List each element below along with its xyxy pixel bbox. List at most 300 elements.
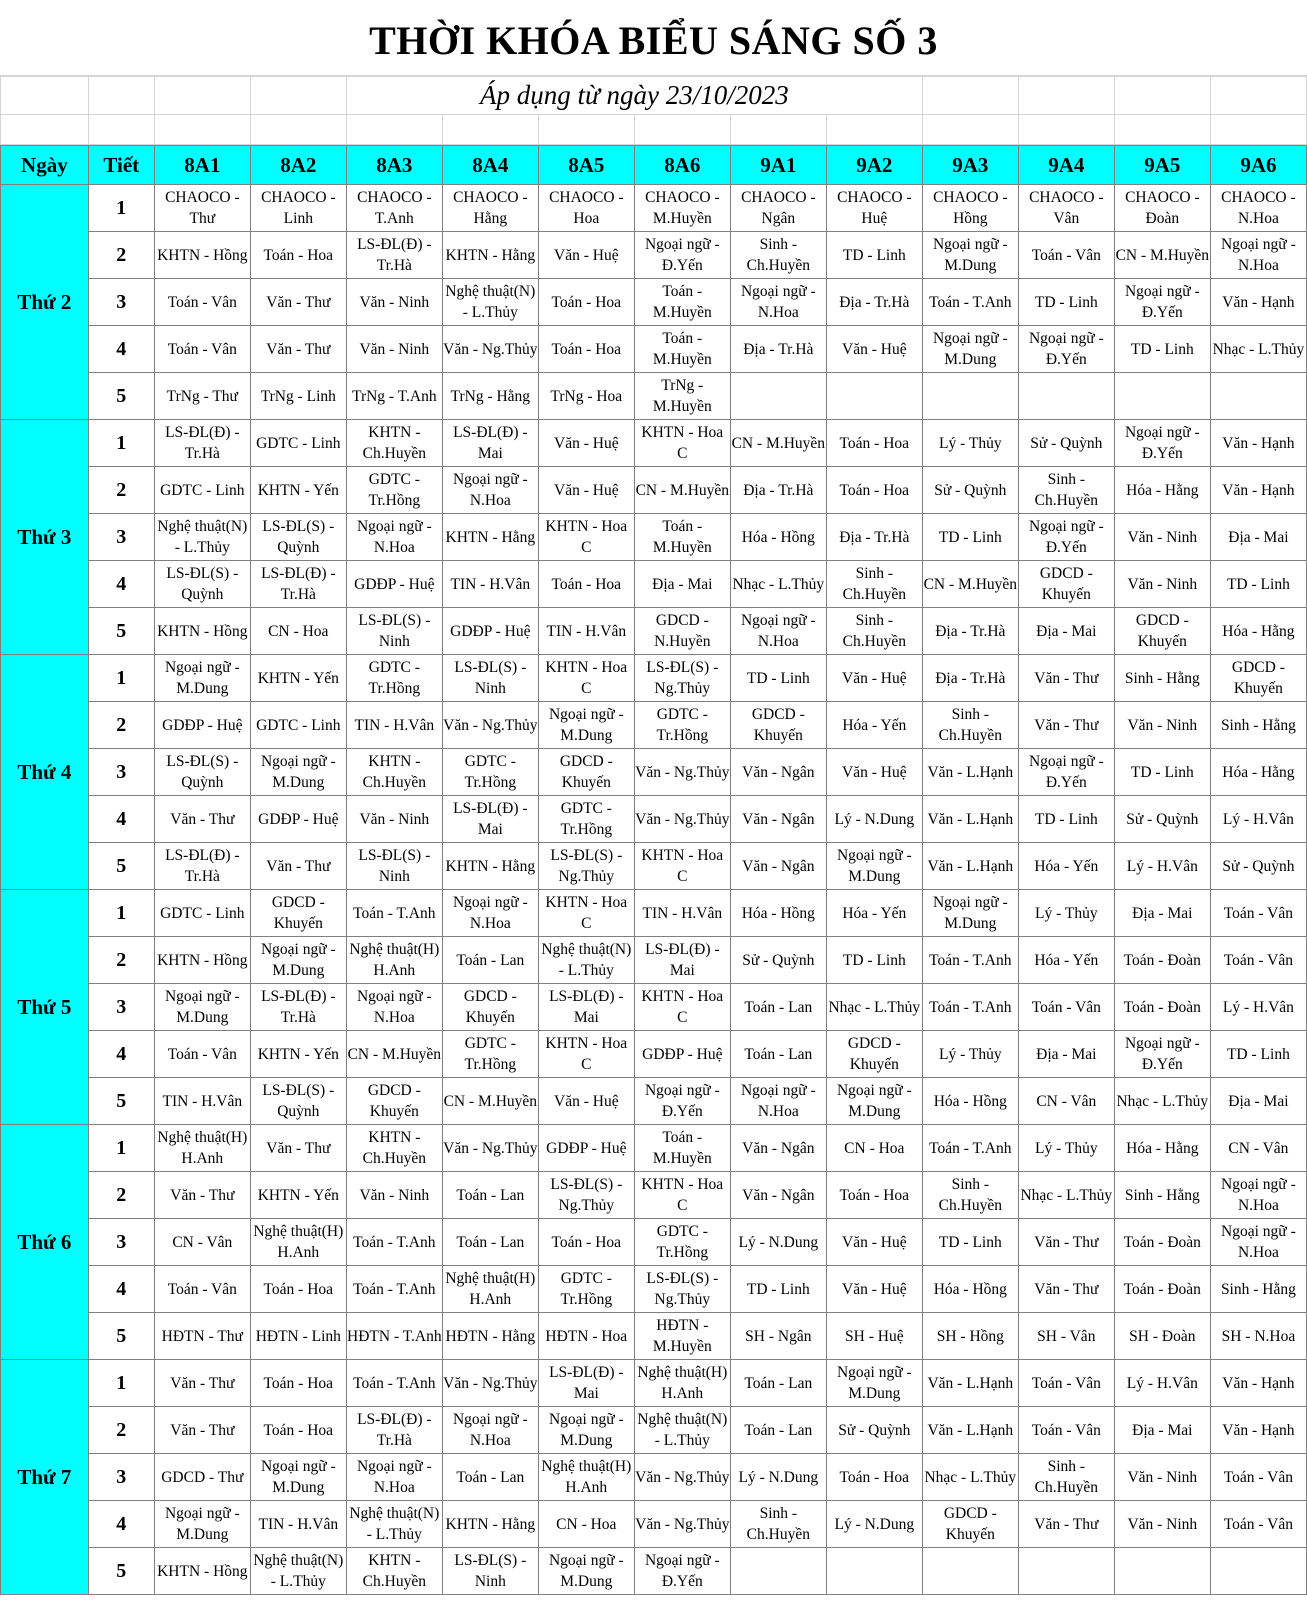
empty-cell[interactable] <box>250 115 346 145</box>
empty-cell[interactable] <box>922 115 1018 145</box>
schedule-cell[interactable]: GDCD - Khuyến <box>538 749 634 796</box>
schedule-cell[interactable]: CN - M.Huyền <box>1114 232 1210 279</box>
schedule-cell[interactable]: Toán - T.Anh <box>922 1125 1018 1172</box>
schedule-cell[interactable]: Địa - Mai <box>1114 890 1210 937</box>
schedule-cell[interactable]: TD - Linh <box>1114 326 1210 373</box>
schedule-cell[interactable]: HĐTN - Hằng <box>442 1313 538 1360</box>
schedule-cell[interactable]: Văn - Ninh <box>1114 1454 1210 1501</box>
schedule-cell[interactable]: LS-ĐL(S) - Ng.Thủy <box>634 1266 730 1313</box>
schedule-cell[interactable]: TIN - H.Vân <box>250 1501 346 1548</box>
schedule-cell[interactable]: GDĐP - Huệ <box>538 1125 634 1172</box>
schedule-cell[interactable]: Văn - L.Hạnh <box>922 749 1018 796</box>
schedule-cell[interactable]: GDCD - Khuyến <box>346 1078 442 1125</box>
empty-cell[interactable] <box>1210 77 1306 115</box>
schedule-cell[interactable]: Ngoại ngữ - N.Hoa <box>346 1454 442 1501</box>
schedule-cell[interactable]: Toán - Vân <box>154 326 250 373</box>
schedule-cell[interactable]: Ngoại ngữ - Đ.Yến <box>1114 279 1210 326</box>
period-cell[interactable]: 1 <box>88 185 154 232</box>
schedule-cell[interactable]: Nghệ thuật(N) - L.Thủy <box>250 1548 346 1595</box>
schedule-cell[interactable]: Văn - Huệ <box>826 1219 922 1266</box>
period-cell[interactable]: 5 <box>88 1078 154 1125</box>
schedule-cell[interactable]: Văn - Ninh <box>1114 702 1210 749</box>
schedule-cell[interactable]: CN - M.Huyền <box>730 420 826 467</box>
schedule-cell[interactable]: GDCD - Khuyến <box>1210 655 1306 702</box>
schedule-cell[interactable]: Văn - L.Hạnh <box>922 1360 1018 1407</box>
schedule-cell[interactable]: LS-ĐL(Đ) - Tr.Hà <box>250 984 346 1031</box>
schedule-cell[interactable]: Hóa - Hồng <box>730 890 826 937</box>
schedule-cell[interactable]: CN - Vân <box>154 1219 250 1266</box>
schedule-cell[interactable]: Văn - Huệ <box>538 467 634 514</box>
schedule-cell[interactable]: Toán - Đoàn <box>1114 1266 1210 1313</box>
schedule-cell[interactable]: Ngoại ngữ - M.Dung <box>250 749 346 796</box>
schedule-cell[interactable]: Văn - Ninh <box>346 279 442 326</box>
schedule-cell[interactable]: KHTN - Yến <box>250 467 346 514</box>
schedule-cell[interactable]: HĐTN - Hoa <box>538 1313 634 1360</box>
schedule-cell[interactable]: Lý - Thủy <box>1018 1125 1114 1172</box>
schedule-cell[interactable]: Văn - Huệ <box>538 420 634 467</box>
schedule-cell[interactable]: Toán - Lan <box>442 1172 538 1219</box>
period-cell[interactable]: 2 <box>88 937 154 984</box>
period-cell[interactable]: 3 <box>88 279 154 326</box>
schedule-cell[interactable]: Toán - Hoa <box>538 326 634 373</box>
schedule-cell[interactable]: Toán - Lan <box>730 984 826 1031</box>
schedule-cell[interactable]: LS-ĐL(S) - Quỳnh <box>250 1078 346 1125</box>
period-cell[interactable]: 2 <box>88 702 154 749</box>
header-period[interactable]: Tiết <box>88 146 154 185</box>
schedule-cell[interactable]: TIN - H.Vân <box>634 890 730 937</box>
schedule-cell[interactable]: Toán - Vân <box>1018 1360 1114 1407</box>
schedule-cell[interactable]: Văn - Thư <box>1018 1219 1114 1266</box>
schedule-cell[interactable]: KHTN - Hoa C <box>634 1172 730 1219</box>
empty-cell[interactable] <box>250 77 346 115</box>
schedule-cell[interactable]: Lý - H.Vân <box>1210 796 1306 843</box>
period-cell[interactable]: 2 <box>88 467 154 514</box>
schedule-cell[interactable]: GDTC - Tr.Hồng <box>442 749 538 796</box>
schedule-cell[interactable]: Văn - Ng.Thủy <box>442 1360 538 1407</box>
schedule-cell[interactable]: GDĐP - Huệ <box>154 702 250 749</box>
schedule-cell[interactable]: KHTN - Hồng <box>154 608 250 655</box>
schedule-cell[interactable]: LS-ĐL(S) - Ng.Thủy <box>538 1172 634 1219</box>
schedule-cell[interactable]: Ngoại ngữ - N.Hoa <box>1210 232 1306 279</box>
schedule-cell[interactable]: Sinh - Ch.Huyền <box>1018 1454 1114 1501</box>
schedule-cell[interactable]: Văn - Thư <box>154 796 250 843</box>
schedule-cell[interactable]: SH - Vân <box>1018 1313 1114 1360</box>
header-day[interactable]: Ngày <box>1 146 89 185</box>
schedule-cell[interactable]: GDĐP - Huệ <box>634 1031 730 1078</box>
period-cell[interactable]: 4 <box>88 1031 154 1078</box>
empty-cell[interactable] <box>1 115 89 145</box>
schedule-cell[interactable]: Sinh - Ch.Huyền <box>1018 467 1114 514</box>
schedule-cell[interactable] <box>1114 373 1210 420</box>
schedule-cell[interactable]: GDĐP - Huệ <box>250 796 346 843</box>
schedule-cell[interactable]: Lý - N.Dung <box>730 1454 826 1501</box>
schedule-cell[interactable]: Toán - T.Anh <box>346 1266 442 1313</box>
period-cell[interactable]: 3 <box>88 514 154 561</box>
header-class[interactable]: 9A4 <box>1018 146 1114 185</box>
period-cell[interactable]: 1 <box>88 890 154 937</box>
schedule-cell[interactable]: GDTC - Linh <box>250 702 346 749</box>
schedule-cell[interactable]: Toán - Vân <box>1210 1501 1306 1548</box>
schedule-cell[interactable]: Toán - M.Huyền <box>634 1125 730 1172</box>
schedule-cell[interactable]: GDTC - Tr.Hồng <box>346 467 442 514</box>
schedule-cell[interactable]: Văn - L.Hạnh <box>922 843 1018 890</box>
schedule-cell[interactable]: Toán - M.Huyền <box>634 326 730 373</box>
schedule-cell[interactable]: Địa - Mai <box>1018 1031 1114 1078</box>
schedule-cell[interactable] <box>1018 1548 1114 1595</box>
schedule-cell[interactable]: Sử - Quỳnh <box>1210 843 1306 890</box>
schedule-cell[interactable]: TrNg - Hằng <box>442 373 538 420</box>
schedule-cell[interactable]: Nghệ thuật(N) - L.Thủy <box>634 1407 730 1454</box>
schedule-cell[interactable]: Toán - T.Anh <box>922 279 1018 326</box>
schedule-cell[interactable]: Lý - H.Vân <box>1210 984 1306 1031</box>
header-class[interactable]: 9A5 <box>1114 146 1210 185</box>
schedule-cell[interactable]: Nhạc - L.Thủy <box>1210 326 1306 373</box>
empty-cell[interactable] <box>88 115 154 145</box>
schedule-cell[interactable] <box>1114 1548 1210 1595</box>
empty-cell[interactable] <box>346 115 442 145</box>
schedule-cell[interactable]: Ngoại ngữ - N.Hoa <box>1210 1219 1306 1266</box>
schedule-cell[interactable]: Toán - T.Anh <box>346 1219 442 1266</box>
period-cell[interactable]: 4 <box>88 561 154 608</box>
schedule-cell[interactable]: Toán - Vân <box>154 1266 250 1313</box>
schedule-cell[interactable]: Văn - Ngân <box>730 796 826 843</box>
schedule-cell[interactable]: Văn - Ninh <box>346 796 442 843</box>
schedule-cell[interactable]: Nghệ thuật(H) H.Anh <box>250 1219 346 1266</box>
schedule-cell[interactable]: Văn - Thư <box>1018 655 1114 702</box>
schedule-cell[interactable]: Ngoại ngữ - N.Hoa <box>730 608 826 655</box>
schedule-cell[interactable] <box>826 373 922 420</box>
header-class[interactable]: 8A1 <box>154 146 250 185</box>
schedule-cell[interactable]: Văn - Huệ <box>826 1266 922 1313</box>
schedule-cell[interactable]: LS-ĐL(S) - Ng.Thủy <box>634 655 730 702</box>
schedule-cell[interactable]: Toán - T.Anh <box>922 937 1018 984</box>
schedule-cell[interactable]: Toán - Hoa <box>826 1172 922 1219</box>
schedule-cell[interactable]: Văn - Huệ <box>538 1078 634 1125</box>
schedule-cell[interactable]: HĐTN - Linh <box>250 1313 346 1360</box>
schedule-cell[interactable]: Văn - Ninh <box>1114 561 1210 608</box>
schedule-cell[interactable]: Ngoại ngữ - M.Dung <box>826 843 922 890</box>
schedule-cell[interactable]: KHTN - Hồng <box>154 1548 250 1595</box>
schedule-cell[interactable]: Toán - Hoa <box>250 1407 346 1454</box>
schedule-cell[interactable]: GDCD - Khuyến <box>826 1031 922 1078</box>
schedule-cell[interactable]: Nhạc - L.Thủy <box>1018 1172 1114 1219</box>
schedule-cell[interactable]: LS-ĐL(Đ) - Mai <box>442 796 538 843</box>
schedule-cell[interactable]: KHTN - Hoa C <box>538 1031 634 1078</box>
empty-cell[interactable] <box>154 115 250 145</box>
schedule-cell[interactable]: TIN - H.Vân <box>154 1078 250 1125</box>
schedule-cell[interactable]: Ngoại ngữ - Đ.Yến <box>634 1078 730 1125</box>
schedule-cell[interactable]: LS-ĐL(Đ) - Mai <box>442 420 538 467</box>
schedule-cell[interactable]: TrNg - Thư <box>154 373 250 420</box>
schedule-cell[interactable]: Nghệ thuật(H) H.Anh <box>346 937 442 984</box>
schedule-cell[interactable]: Ngoại ngữ - Đ.Yến <box>634 1548 730 1595</box>
schedule-cell[interactable]: TrNg - M.Huyền <box>634 373 730 420</box>
schedule-cell[interactable]: Lý - Thủy <box>922 420 1018 467</box>
schedule-cell[interactable]: CN - Vân <box>1018 1078 1114 1125</box>
schedule-cell[interactable]: Địa - Mai <box>634 561 730 608</box>
schedule-cell[interactable]: Văn - Ng.Thủy <box>442 1125 538 1172</box>
schedule-cell[interactable]: Ngoại ngữ - N.Hoa <box>442 467 538 514</box>
schedule-cell[interactable]: Toán - Vân <box>1210 1454 1306 1501</box>
schedule-cell[interactable]: LS-ĐL(S) - Quỳnh <box>154 561 250 608</box>
schedule-cell[interactable]: Văn - Ng.Thủy <box>634 796 730 843</box>
schedule-cell[interactable] <box>730 1548 826 1595</box>
schedule-cell[interactable] <box>922 1548 1018 1595</box>
period-cell[interactable]: 2 <box>88 1407 154 1454</box>
schedule-cell[interactable]: Toán - Vân <box>1018 984 1114 1031</box>
schedule-cell[interactable]: Toán - M.Huyền <box>634 514 730 561</box>
schedule-cell[interactable]: Văn - Thư <box>1018 1501 1114 1548</box>
schedule-cell[interactable]: Văn - Thư <box>1018 702 1114 749</box>
schedule-cell[interactable]: Sinh - Ch.Huyền <box>730 1501 826 1548</box>
schedule-cell[interactable]: Hóa - Yến <box>826 890 922 937</box>
schedule-cell[interactable]: GDTC - Tr.Hồng <box>442 1031 538 1078</box>
schedule-cell[interactable]: Địa - Mai <box>1114 1407 1210 1454</box>
schedule-cell[interactable]: Sử - Quỳnh <box>826 1407 922 1454</box>
schedule-cell[interactable]: TrNg - Linh <box>250 373 346 420</box>
schedule-cell[interactable]: GDTC - Tr.Hồng <box>538 796 634 843</box>
schedule-cell[interactable]: Nghệ thuật(H) H.Anh <box>634 1360 730 1407</box>
schedule-cell[interactable]: Nghệ thuật(H) H.Anh <box>538 1454 634 1501</box>
empty-cell[interactable] <box>88 77 154 115</box>
schedule-cell[interactable]: GDCD - N.Huyền <box>634 608 730 655</box>
schedule-cell[interactable]: Toán - Lan <box>730 1360 826 1407</box>
schedule-cell[interactable]: Văn - Hạnh <box>1210 1360 1306 1407</box>
schedule-cell[interactable]: Sinh - Ch.Huyền <box>922 1172 1018 1219</box>
period-cell[interactable]: 3 <box>88 1219 154 1266</box>
schedule-cell[interactable]: KHTN - Hằng <box>442 232 538 279</box>
schedule-cell[interactable]: GDTC - Linh <box>250 420 346 467</box>
schedule-cell[interactable]: KHTN - Hoa C <box>538 514 634 561</box>
schedule-cell[interactable]: Địa - Tr.Hà <box>826 279 922 326</box>
schedule-cell[interactable]: KHTN - Hằng <box>442 843 538 890</box>
schedule-cell[interactable]: Toán - Hoa <box>538 561 634 608</box>
empty-cell[interactable] <box>634 115 730 145</box>
header-class[interactable]: 8A4 <box>442 146 538 185</box>
schedule-cell[interactable]: LS-ĐL(S) - Quỳnh <box>154 749 250 796</box>
schedule-cell[interactable]: CHAOCO - Ngân <box>730 185 826 232</box>
schedule-cell[interactable]: CN - Hoa <box>250 608 346 655</box>
schedule-cell[interactable]: TIN - H.Vân <box>346 702 442 749</box>
schedule-cell[interactable]: SH - Đoàn <box>1114 1313 1210 1360</box>
schedule-cell[interactable]: LS-ĐL(Đ) - Tr.Hà <box>250 561 346 608</box>
schedule-cell[interactable]: Nhạc - L.Thủy <box>922 1454 1018 1501</box>
schedule-cell[interactable]: Văn - L.Hạnh <box>922 1407 1018 1454</box>
period-cell[interactable]: 3 <box>88 1454 154 1501</box>
schedule-cell[interactable]: Ngoại ngữ - N.Hoa <box>442 1407 538 1454</box>
schedule-cell[interactable]: LS-ĐL(S) - Ninh <box>442 1548 538 1595</box>
schedule-cell[interactable]: Hóa - Hồng <box>730 514 826 561</box>
schedule-cell[interactable]: Địa - Mai <box>1210 1078 1306 1125</box>
schedule-cell[interactable]: CN - M.Huyền <box>346 1031 442 1078</box>
schedule-cell[interactable]: Toán - T.Anh <box>922 984 1018 1031</box>
schedule-cell[interactable]: KHTN - Hoa C <box>634 984 730 1031</box>
schedule-cell[interactable]: Nhạc - L.Thủy <box>826 984 922 1031</box>
schedule-cell[interactable]: Văn - Ngân <box>730 1125 826 1172</box>
schedule-cell[interactable]: LS-ĐL(Đ) - Tr.Hà <box>154 420 250 467</box>
schedule-cell[interactable]: TD - Linh <box>730 655 826 702</box>
schedule-cell[interactable]: TD - Linh <box>1210 561 1306 608</box>
schedule-cell[interactable]: Ngoại ngữ - Đ.Yến <box>1114 420 1210 467</box>
schedule-cell[interactable]: KHTN - Hoa C <box>634 843 730 890</box>
schedule-cell[interactable]: CHAOCO - Hoa <box>538 185 634 232</box>
schedule-cell[interactable]: KHTN - Ch.Huyền <box>346 1125 442 1172</box>
schedule-cell[interactable]: Văn - Ng.Thủy <box>634 1454 730 1501</box>
schedule-cell[interactable]: Địa - Tr.Hà <box>730 467 826 514</box>
schedule-cell[interactable]: Văn - Hạnh <box>1210 420 1306 467</box>
schedule-cell[interactable]: KHTN - Hồng <box>154 232 250 279</box>
empty-cell[interactable] <box>538 115 634 145</box>
schedule-cell[interactable]: CN - M.Huyền <box>442 1078 538 1125</box>
header-class[interactable]: 9A2 <box>826 146 922 185</box>
schedule-cell[interactable]: CHAOCO - N.Hoa <box>1210 185 1306 232</box>
schedule-cell[interactable]: Toán - Đoàn <box>1114 1219 1210 1266</box>
schedule-cell[interactable]: Hóa - Hồng <box>922 1266 1018 1313</box>
schedule-cell[interactable]: Văn - Huệ <box>538 232 634 279</box>
schedule-cell[interactable]: Toán - Lan <box>730 1407 826 1454</box>
schedule-cell[interactable] <box>1018 373 1114 420</box>
period-cell[interactable]: 4 <box>88 1501 154 1548</box>
schedule-cell[interactable]: GDTC - Linh <box>154 890 250 937</box>
schedule-cell[interactable]: KHTN - Hồng <box>154 937 250 984</box>
schedule-cell[interactable]: CHAOCO - Đoàn <box>1114 185 1210 232</box>
header-class[interactable]: 9A3 <box>922 146 1018 185</box>
schedule-cell[interactable]: Văn - Hạnh <box>1210 1407 1306 1454</box>
schedule-cell[interactable]: Toán - Hoa <box>250 232 346 279</box>
schedule-cell[interactable]: Sinh - Ch.Huyền <box>826 608 922 655</box>
schedule-cell[interactable]: CHAOCO - T.Anh <box>346 185 442 232</box>
schedule-cell[interactable] <box>1210 373 1306 420</box>
schedule-cell[interactable]: LS-ĐL(Đ) - Tr.Hà <box>154 843 250 890</box>
schedule-cell[interactable]: GDĐP - Huệ <box>442 608 538 655</box>
day-cell[interactable]: Thứ 6 <box>1 1125 89 1360</box>
schedule-cell[interactable]: Sinh - Ch.Huyền <box>826 561 922 608</box>
schedule-cell[interactable]: Hóa - Hồng <box>922 1078 1018 1125</box>
schedule-cell[interactable]: Toán - Hoa <box>826 1454 922 1501</box>
day-cell[interactable]: Thứ 5 <box>1 890 89 1125</box>
schedule-cell[interactable]: TD - Linh <box>826 232 922 279</box>
schedule-cell[interactable]: Toán - Vân <box>1018 1407 1114 1454</box>
schedule-cell[interactable]: Ngoại ngữ - M.Dung <box>154 984 250 1031</box>
empty-cell[interactable] <box>442 115 538 145</box>
schedule-cell[interactable]: KHTN - Yến <box>250 1172 346 1219</box>
schedule-cell[interactable]: Nghệ thuật(H) H.Anh <box>442 1266 538 1313</box>
schedule-cell[interactable]: Văn - Hạnh <box>1210 467 1306 514</box>
schedule-cell[interactable]: Toán - Vân <box>154 279 250 326</box>
schedule-cell[interactable]: Toán - Vân <box>154 1031 250 1078</box>
schedule-cell[interactable]: CN - Vân <box>1210 1125 1306 1172</box>
schedule-cell[interactable]: Nhạc - L.Thủy <box>1114 1078 1210 1125</box>
schedule-cell[interactable]: Toán - Vân <box>1018 232 1114 279</box>
schedule-cell[interactable]: CN - M.Huyền <box>922 561 1018 608</box>
header-class[interactable]: 8A5 <box>538 146 634 185</box>
schedule-cell[interactable]: Toán - Đoàn <box>1114 937 1210 984</box>
schedule-cell[interactable]: Văn - Thư <box>154 1360 250 1407</box>
schedule-cell[interactable]: TrNg - T.Anh <box>346 373 442 420</box>
schedule-cell[interactable]: Văn - Ninh <box>346 326 442 373</box>
schedule-cell[interactable]: Văn - Ninh <box>1114 514 1210 561</box>
period-cell[interactable]: 4 <box>88 796 154 843</box>
schedule-cell[interactable]: Văn - Thư <box>250 843 346 890</box>
schedule-cell[interactable]: GDCD - Khuyến <box>250 890 346 937</box>
schedule-cell[interactable]: GDCD - Thư <box>154 1454 250 1501</box>
subtitle[interactable]: Áp dụng từ ngày 23/10/2023 <box>346 77 922 115</box>
period-cell[interactable]: 1 <box>88 420 154 467</box>
day-cell[interactable]: Thứ 3 <box>1 420 89 655</box>
schedule-cell[interactable]: Ngoại ngữ - N.Hoa <box>1210 1172 1306 1219</box>
schedule-cell[interactable]: Ngoại ngữ - N.Hoa <box>346 984 442 1031</box>
schedule-cell[interactable]: TrNg - Hoa <box>538 373 634 420</box>
empty-cell[interactable] <box>1114 77 1210 115</box>
schedule-cell[interactable]: Lý - Thủy <box>922 1031 1018 1078</box>
schedule-cell[interactable]: LS-ĐL(Đ) - Tr.Hà <box>346 1407 442 1454</box>
schedule-cell[interactable]: Hóa - Hằng <box>1114 467 1210 514</box>
schedule-cell[interactable]: Lý - N.Dung <box>826 1501 922 1548</box>
schedule-cell[interactable]: Văn - Thư <box>250 326 346 373</box>
schedule-cell[interactable]: Văn - Ng.Thủy <box>442 702 538 749</box>
schedule-cell[interactable]: CN - M.Huyền <box>634 467 730 514</box>
schedule-cell[interactable]: CHAOCO - Linh <box>250 185 346 232</box>
schedule-cell[interactable]: KHTN - Yến <box>250 655 346 702</box>
empty-cell[interactable] <box>1018 77 1114 115</box>
schedule-cell[interactable]: Văn - Ngân <box>730 749 826 796</box>
schedule-cell[interactable]: KHTN - Hằng <box>442 1501 538 1548</box>
schedule-cell[interactable]: Ngoại ngữ - Đ.Yến <box>1018 514 1114 561</box>
period-cell[interactable]: 5 <box>88 843 154 890</box>
empty-cell[interactable] <box>1018 115 1114 145</box>
period-cell[interactable]: 4 <box>88 326 154 373</box>
schedule-cell[interactable]: KHTN - Ch.Huyền <box>346 420 442 467</box>
schedule-cell[interactable]: Toán - Vân <box>1210 890 1306 937</box>
schedule-cell[interactable]: KHTN - Yến <box>250 1031 346 1078</box>
schedule-cell[interactable]: Văn - Thư <box>250 279 346 326</box>
schedule-cell[interactable]: Sinh - Hằng <box>1114 655 1210 702</box>
schedule-cell[interactable]: Hóa - Hằng <box>1210 608 1306 655</box>
schedule-cell[interactable]: Sinh - Ch.Huyền <box>730 232 826 279</box>
schedule-cell[interactable]: GDCD - Khuyến <box>1018 561 1114 608</box>
header-class[interactable]: 8A2 <box>250 146 346 185</box>
period-cell[interactable]: 3 <box>88 749 154 796</box>
schedule-cell[interactable]: Văn - Huệ <box>826 655 922 702</box>
schedule-cell[interactable]: CHAOCO - Huệ <box>826 185 922 232</box>
schedule-cell[interactable]: Toán - Lan <box>442 937 538 984</box>
schedule-cell[interactable]: Nghệ thuật(N) - L.Thủy <box>346 1501 442 1548</box>
schedule-cell[interactable]: KHTN - Ch.Huyền <box>346 1548 442 1595</box>
schedule-cell[interactable]: Lý - N.Dung <box>826 796 922 843</box>
schedule-cell[interactable]: GDCD - Khuyến <box>730 702 826 749</box>
schedule-cell[interactable]: TD - Linh <box>922 1219 1018 1266</box>
schedule-cell[interactable]: Lý - Thủy <box>1018 890 1114 937</box>
day-cell[interactable]: Thứ 7 <box>1 1360 89 1595</box>
schedule-cell[interactable]: GDTC - Tr.Hồng <box>634 1219 730 1266</box>
schedule-cell[interactable]: Hóa - Hằng <box>1114 1125 1210 1172</box>
period-cell[interactable]: 4 <box>88 1266 154 1313</box>
schedule-cell[interactable]: GDTC - Tr.Hồng <box>346 655 442 702</box>
period-cell[interactable]: 1 <box>88 1125 154 1172</box>
schedule-cell[interactable]: Toán - Hoa <box>538 279 634 326</box>
schedule-cell[interactable]: LS-ĐL(S) - Ninh <box>346 843 442 890</box>
period-cell[interactable]: 1 <box>88 1360 154 1407</box>
schedule-cell[interactable]: TD - Linh <box>1210 1031 1306 1078</box>
schedule-cell[interactable]: Ngoại ngữ - N.Hoa <box>730 279 826 326</box>
schedule-cell[interactable]: Toán - Hoa <box>250 1360 346 1407</box>
schedule-cell[interactable]: Ngoại ngữ - M.Dung <box>922 232 1018 279</box>
schedule-cell[interactable]: Hóa - Yến <box>1018 843 1114 890</box>
schedule-cell[interactable]: Văn - Thư <box>1018 1266 1114 1313</box>
schedule-cell[interactable]: Hóa - Hằng <box>1210 749 1306 796</box>
schedule-cell[interactable]: Sinh - Hằng <box>1210 1266 1306 1313</box>
schedule-cell[interactable]: Ngoại ngữ - N.Hoa <box>346 514 442 561</box>
